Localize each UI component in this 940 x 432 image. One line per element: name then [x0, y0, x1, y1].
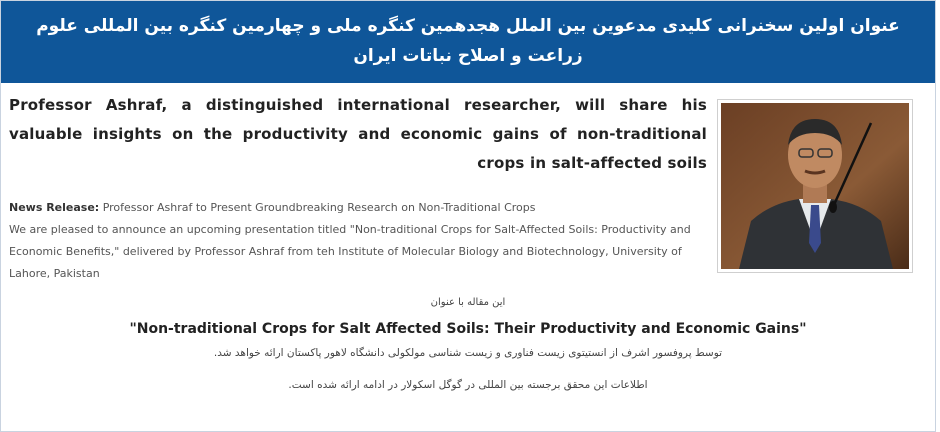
paper-title: "Non-traditional Crops for Salt Affected Soils: Their Productivity and Economic Gains"	[129, 321, 807, 337]
article-headline: Professor Ashraf, a distinguished international researcher, will share his valuable insights on the productivity and economic gains of non-traditional crops in salt-affected soils	[9, 96, 707, 172]
news-release-body: We are pleased to announce an upcoming presentation titled "Non-traditional Crops for Salt-Affected Soils: Productivity and Economic Benefits," delivered by Professor Ashraf from teh Institute of Molecular Biology and Biotechnology, University of Lahore, Pakistan	[9, 223, 691, 280]
scholar-info-note: اطلاعات این محقق برجسته بین المللی در گوگل اسکولار در ادامه ارائه شده است.	[288, 379, 648, 391]
paper-intro: این مقاله با عنوان	[430, 297, 506, 308]
presenter-note: توسط پروفسور اشرف از انستیتوی زیست فناوری و زیست شناسی مولکولی دانشگاه لاهور پاکستان ارائه خواهد شد.	[213, 347, 723, 359]
news-release-line	[9, 197, 709, 219]
news-release-label: News Release:	[9, 201, 100, 214]
speaker-portrait-icon	[721, 103, 909, 269]
speaker-photo	[717, 99, 913, 273]
news-release	[9, 197, 709, 285]
page-title: عنوان اولین سخنرانی کلیدی مدعوین بین الملل هجدهمین کنگره ملی و چهارمین کنگره بین المللی علوم زراعت و اصلاح نباتات ایران	[1, 1, 935, 83]
news-release-text: Professor Ashraf to Present Groundbreaking Research on Non-Traditional Crops	[99, 201, 536, 214]
paper-announcement	[1, 293, 935, 395]
